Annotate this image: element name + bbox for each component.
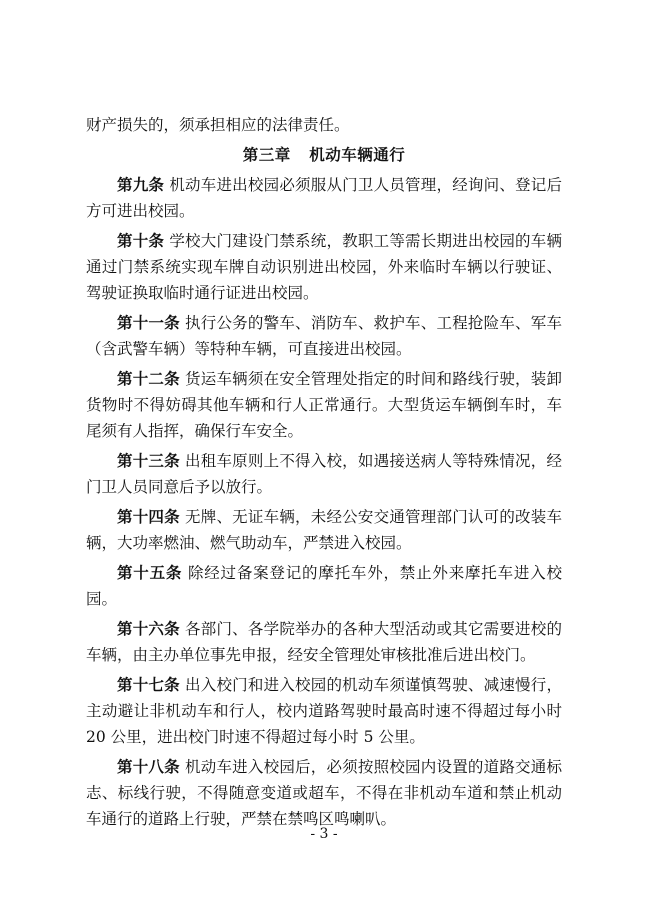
page-body: [86, 112, 562, 836]
article-text: 各部门、各学院举办的各种大型活动或其它需要进校的车辆，由主办单位事先申报，经安全管理处审核批准后进出校门。: [86, 620, 562, 664]
article-text: 货运车辆须在安全管理处指定的时间和路线行驶，装卸货物时不得妨碍其他车辆和行人正常通行。大型货运车辆倒车时，车尾须有人指挥，确保行车安全。: [86, 370, 562, 440]
page-number: - 3 -: [310, 826, 338, 842]
chapter-title: 机动车辆通行: [309, 146, 406, 164]
article-label: 第十六条: [117, 620, 180, 638]
continuation-paragraph: 财产损失的，须承担相应的法律责任。: [86, 116, 350, 134]
article-label: 第十二条: [117, 370, 180, 388]
article-13: [86, 448, 562, 500]
article-label: 第十四条: [117, 508, 180, 526]
article-label: 第十五条: [117, 564, 183, 582]
article-text: 学校大门建设门禁系统，教职工等需长期进出校园的车辆通过门禁系统实现车牌自动识别进出校园，外来临时车辆以行驶证、驾驶证换取临时通行证进出校园。: [86, 232, 562, 302]
article-18: [86, 754, 562, 832]
article-label: 第十八条: [117, 758, 180, 776]
article-text: 无牌、无证车辆，未经公安交通管理部门认可的改装车辆，大功率燃油、燃气助动车，严禁进入校园。: [86, 508, 562, 552]
article-15: [86, 560, 562, 612]
article-text: 机动车进出校园必须服从门卫人员管理，经询问、登记后方可进出校园。: [86, 176, 562, 220]
article-label: 第九条: [117, 176, 165, 194]
article-14: [86, 504, 562, 556]
article-text: 执行公务的警车、消防车、救护车、工程抢险车、军车（含武警车辆）等特种车辆，可直接进出校园。: [86, 314, 562, 358]
article-label: 第十七条: [117, 676, 180, 694]
article-12: [86, 366, 562, 444]
article-11: [86, 310, 562, 362]
article-text: 机动车进入校园后，必须按照校园内设置的道路交通标志、标线行驶，不得随意变道或超车，不得在非机动车道和禁止机动车通行的道路上行驶，严禁在禁鸣区鸣喇叭。: [86, 758, 562, 828]
article-text: 出租车原则上不得入校，如遇接送病人等特殊情况，经门卫人员同意后予以放行。: [86, 452, 562, 496]
chapter-heading: [86, 142, 562, 168]
article-text: 除经过备案登记的摩托车外，禁止外来摩托车进入校园。: [86, 564, 562, 608]
article-10: [86, 228, 562, 306]
article-label: 第十一条: [117, 314, 180, 332]
chapter-number: 第三章: [242, 146, 291, 164]
article-label: 第十三条: [117, 452, 180, 470]
article-9: [86, 172, 562, 224]
article-16: [86, 616, 562, 668]
article-text: 出入校门和进入校园的机动车须谨慎驾驶、减速慢行，主动避让非机动车和行人，校内道路驾驶时最高时速不得超过每小时 20 公里，进出校门时速不得超过每小时 5 公里。: [86, 676, 562, 746]
article-17: [86, 672, 562, 750]
article-label: 第十条: [117, 232, 165, 250]
